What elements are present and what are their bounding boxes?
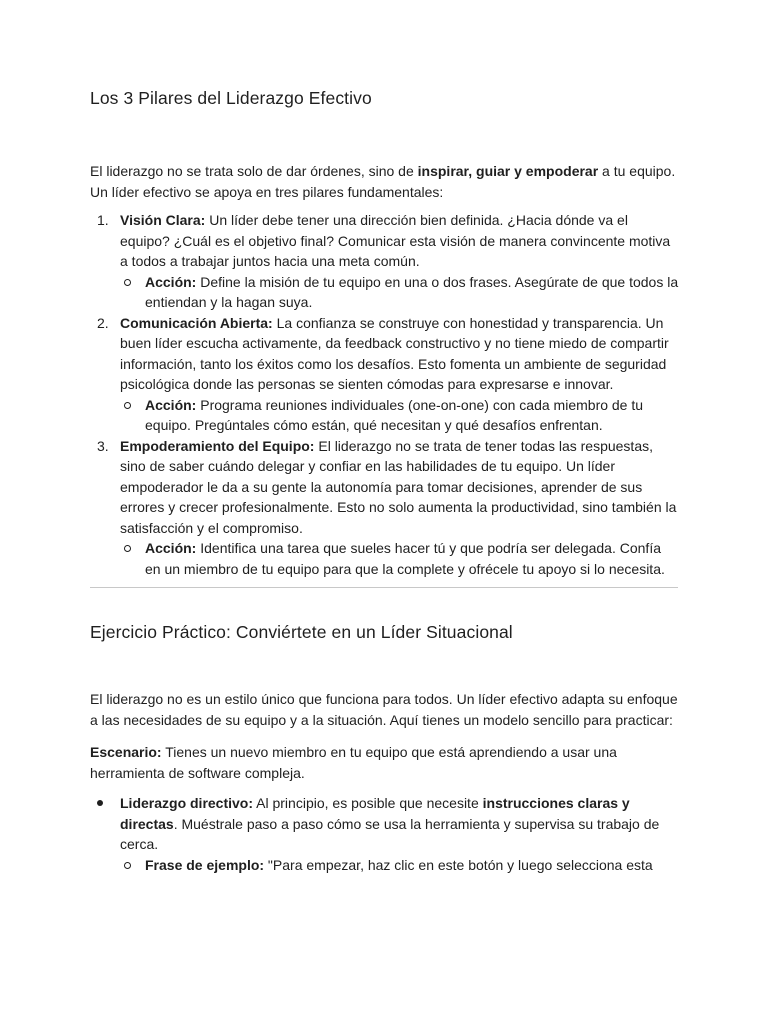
section-title-pillars: Los 3 Pilares del Liderazgo Efectivo [90, 88, 372, 108]
sub-list [120, 538, 680, 579]
list-item-empowerment: 3. Empoderamiento del Equipo: El liderazgo no se trata de tener todas las respuestas, sino de saber cuándo delegar y confiar en las habilidades de tu equipo. Un líder empoderador le da a su gente la autonomía para tomar decisiones, aprender de sus errores y crecer profesionalmente. Esto no solo aumenta la productividad, sino también la satisfacción y el compromiso. Acción: Identifica una tarea que sueles hacer tú y que podría ser delegada. Confía en un miembro de tu equipo para que la complete y ofrécele tu apoyo si lo necesita. [90, 436, 680, 580]
scenario-paragraph: Escenario: Tienes un nuevo miembro en tu equipo que está aprendiendo a usar una herramienta de software compleja. [90, 744, 617, 781]
action-item: Acción: Programa reuniones individuales (one-on-one) con cada miembro de tu equipo. Pregúntales cómo están, qué necesitan y qué desafíos enfrentan. [120, 395, 680, 436]
sub-list [120, 855, 680, 876]
action-item: Acción: Identifica una tarea que sueles hacer tú y que podría ser delegada. Confía en un miembro de tu equipo para que la complete y ofrécele tu apoyo si lo necesita. [120, 538, 680, 579]
example-phrase-item: Frase de ejemplo: "Para empezar, haz clic en este botón y luego selecciona esta [120, 855, 680, 876]
document-content [90, 88, 680, 875]
hollow-bullet-icon [124, 402, 131, 409]
section-title-exercise: Ejercicio Práctico: Conviértete en un Líder Situacional [90, 622, 513, 642]
bullet-icon [97, 800, 103, 806]
pillars-list [90, 210, 680, 579]
pillars-intro: El liderazgo no se trata solo de dar órdenes, sino de inspirar, guiar y empoderar a tu equipo. Un líder efectivo se apoya en tres pilares fundamentales: [90, 163, 676, 200]
hollow-bullet-icon [124, 545, 131, 552]
sub-list [120, 395, 680, 436]
list-item-communication: 2. Comunicación Abierta: La confianza se construye con honestidad y transparencia. Un buen líder escucha activamente, da feedback constructivo y no tiene miedo de compartir información, tanto los éxitos como los desafíos. Esto fomenta un ambiente de seguridad psicológica donde las personas se sienten cómodas para expresarse e innovar. Acción: Programa reuniones individuales (one-on-one) con cada miembro de tu equipo. Pregúntales cómo están, qué necesitan y qué desafíos enfrentan. [90, 313, 680, 436]
hollow-bullet-icon [124, 279, 131, 286]
list-item-directive: Liderazgo directivo: Al principio, es posible que necesite instrucciones claras y directas. Muéstrale paso a paso cómo se usa la herramienta y supervisa su trabajo de cerca. Frase de ejemplo: "Para empezar, haz clic en este botón y luego selecciona esta [90, 793, 680, 875]
exercise-intro: El liderazgo no es un estilo único que funciona para todos. Un líder efectivo adapta su enfoque a las necesidades de su equipo y a la situación. Aquí tienes un modelo sencillo para practicar: [90, 691, 678, 728]
list-item-vision: 1. Visión Clara: Un líder debe tener una dirección bien definida. ¿Hacia dónde va el equipo? ¿Cuál es el objetivo final? Comunicar esta visión de manera convincente motiva a todos a trabajar juntos hacia una meta común. Acción: Define la misión de tu equipo en una o dos frases. Asegúrate de que todos la entiendan y la hagan suya. [90, 210, 680, 313]
intro-emphasis: inspirar, guiar y empoderar [417, 163, 599, 179]
leadership-styles-list [90, 793, 680, 875]
action-item: Acción: Define la misión de tu equipo en una o dos frases. Asegúrate de que todos la entiendan y la hagan suya. [120, 272, 680, 313]
section-divider [90, 587, 678, 588]
hollow-bullet-icon [124, 862, 131, 869]
sub-list [120, 272, 680, 313]
